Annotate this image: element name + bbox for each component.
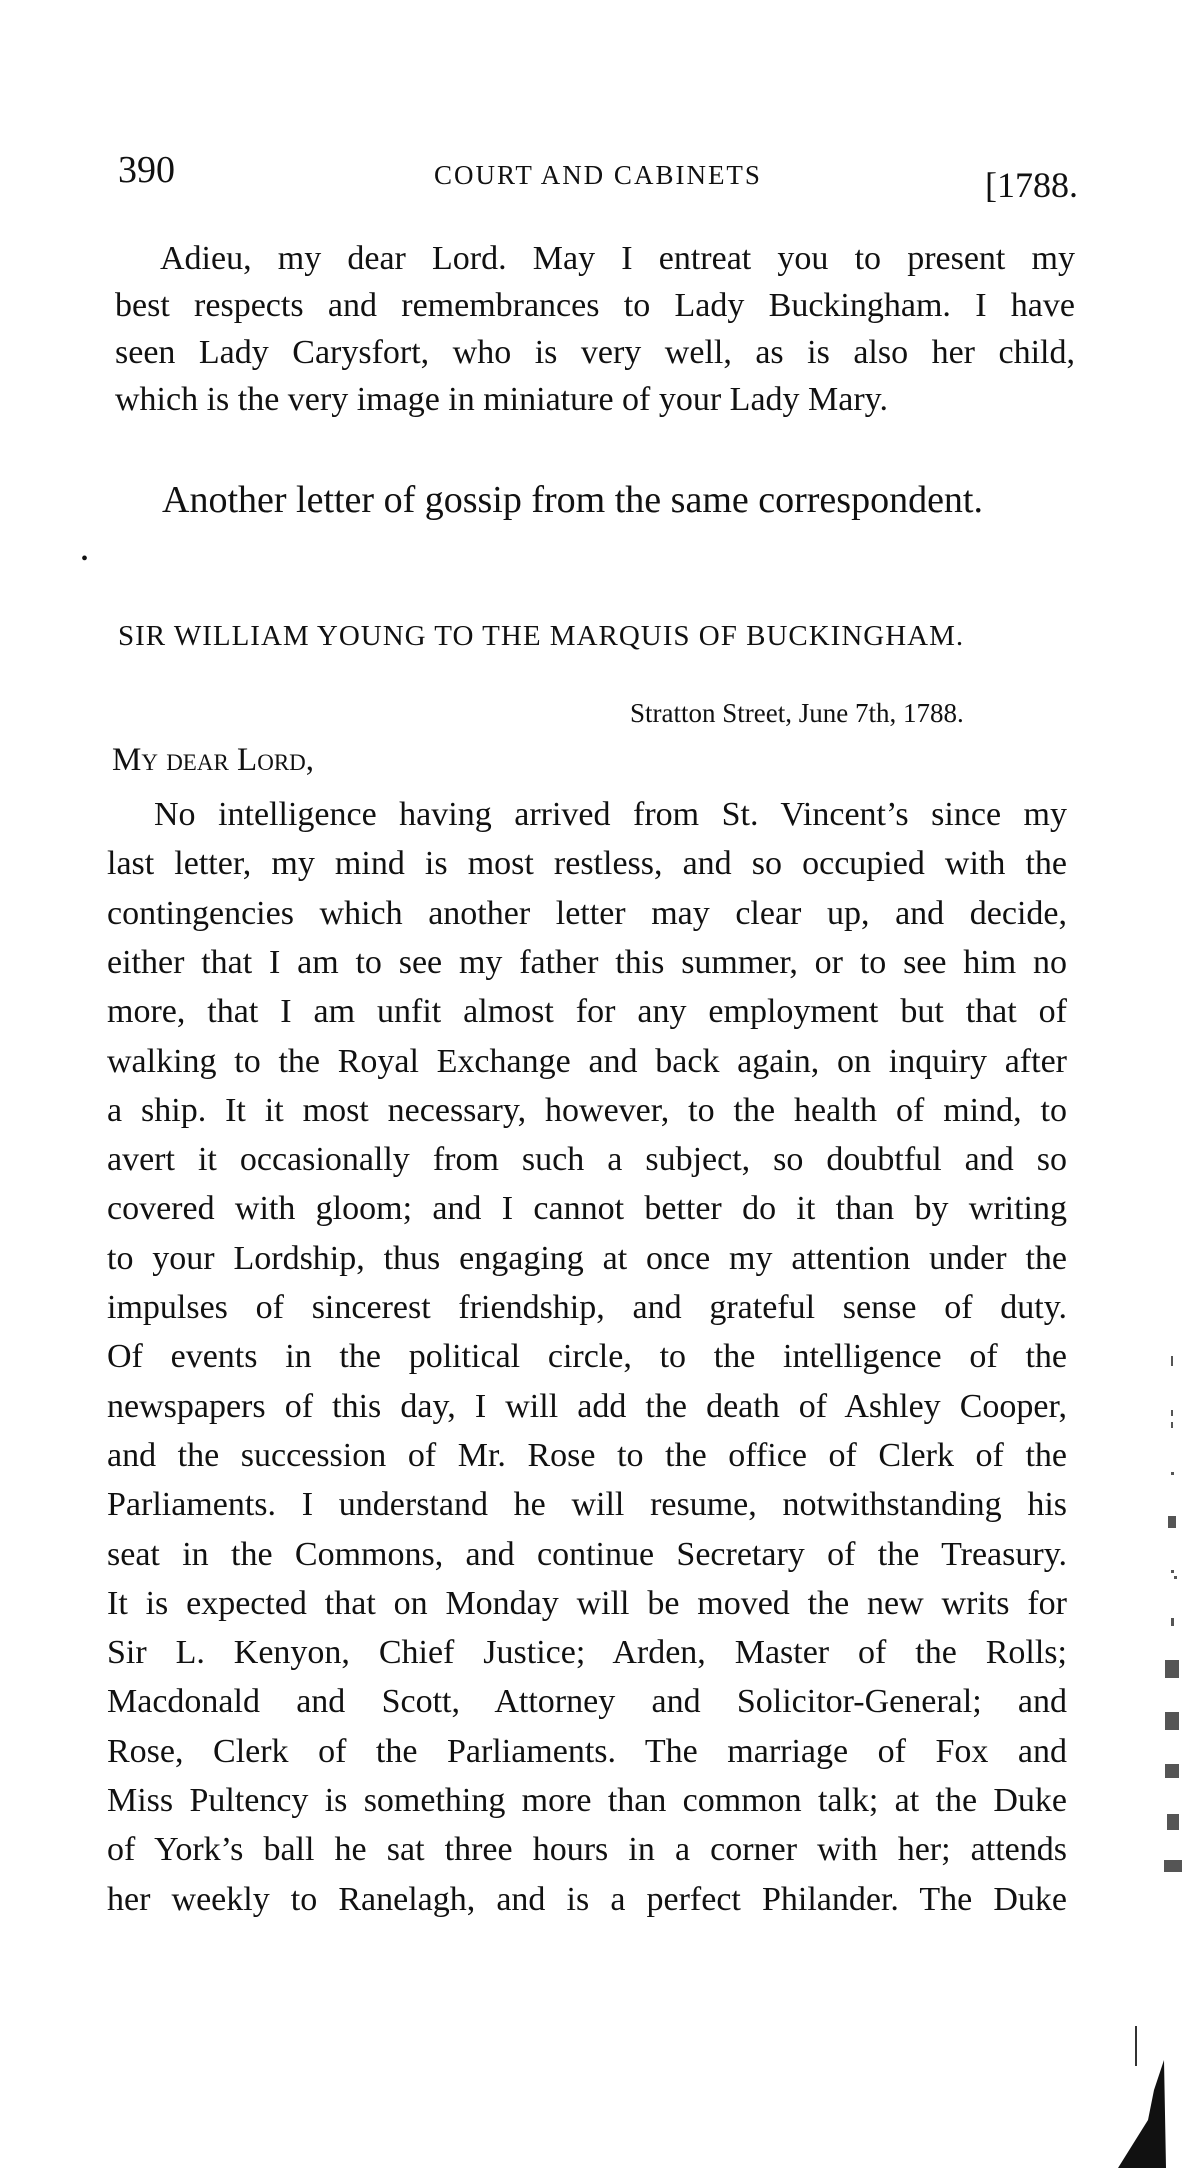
editorial-note: Another letter of gossip from the same correspondent. bbox=[162, 479, 983, 521]
letter-body-line: Sir L. Kenyon, Chief Justice; Arden, Master of the Rolls; bbox=[107, 1634, 1067, 1671]
margin-show-through bbox=[1162, 1340, 1184, 1919]
letter-dateline: Stratton Street, June 7th, 1788. bbox=[630, 698, 964, 728]
letter-salutation: My dear Lord, bbox=[112, 742, 315, 778]
page-corner-shadow bbox=[1118, 2020, 1185, 2168]
letter-body-line: Rose, Clerk of the Parliaments. The marriage of Fox and bbox=[107, 1733, 1067, 1770]
letter-body-line: Miss Pultency is something more than common talk; at the Duke bbox=[107, 1782, 1067, 1819]
opening-paragraph-line: Adieu, my dear Lord. May I entreat you to present my bbox=[160, 240, 1075, 277]
letter-body-line: Macdonald and Scott, Attorney and Solicitor-General; and bbox=[107, 1683, 1067, 1720]
show-through-marks bbox=[1162, 1340, 1184, 1900]
letter-body-line: her weekly to Ranelagh, and is a perfect Philander. The Duke bbox=[107, 1881, 1067, 1918]
stray-mark: • bbox=[81, 548, 89, 570]
letter-body-line: of York’s ball he sat three hours in a corner with her; attends bbox=[107, 1831, 1067, 1868]
page-number: 390 bbox=[118, 149, 175, 191]
letter-body-line: It is expected that on Monday will be moved the new writs for bbox=[107, 1585, 1067, 1622]
letter-body-line: No intelligence having arrived from St. Vincent’s since my bbox=[154, 796, 1067, 833]
letter-body-line: covered with gloom; and I cannot better do it than by writing bbox=[107, 1190, 1067, 1227]
letter-body-line: seat in the Commons, and continue Secretary of the Treasury. bbox=[107, 1536, 1067, 1573]
letter-body-line: contingencies which another letter may clear up, and decide, bbox=[107, 895, 1067, 932]
letter-body-line: Parliaments. I understand he will resume, notwithstanding his bbox=[107, 1486, 1067, 1523]
letter-heading: SIR WILLIAM YOUNG TO THE MARQUIS OF BUCKINGHAM. bbox=[118, 620, 965, 652]
letter-body-line: a ship. It it most necessary, however, to the health of mind, to bbox=[107, 1092, 1067, 1129]
letter-body-line: more, that I am unfit almost for any employment but that of bbox=[107, 993, 1067, 1030]
opening-paragraph-line: seen Lady Carysfort, who is very well, as is also her child, bbox=[115, 334, 1075, 371]
letter-body-line: to your Lordship, thus engaging at once my attention under the bbox=[107, 1240, 1067, 1277]
header-year: [1788. bbox=[985, 165, 1078, 205]
page-header bbox=[118, 138, 1078, 205]
letter-body-line: and the succession of Mr. Rose to the office of Clerk of the bbox=[107, 1437, 1067, 1474]
opening-paragraph-line: best respects and remembrances to Lady Buckingham. I have bbox=[115, 287, 1075, 324]
opening-paragraph-line: which is the very image in miniature of your Lady Mary. bbox=[115, 381, 888, 418]
letter-body-line: last letter, my mind is most restless, and so occupied with the bbox=[107, 845, 1067, 882]
letter-body-line: either that I am to see my father this summer, or to see him no bbox=[107, 944, 1067, 981]
letter-body-line: Of events in the political circle, to the intelligence of the bbox=[107, 1338, 1067, 1375]
letter-body-line: avert it occasionally from such a subject, so doubtful and so bbox=[107, 1141, 1067, 1178]
running-title: COURT AND CABINETS bbox=[434, 160, 762, 190]
letter-body-line: impulses of sincerest friendship, and grateful sense of duty. bbox=[107, 1289, 1067, 1326]
letter-body-line: walking to the Royal Exchange and back again, on inquiry after bbox=[107, 1043, 1067, 1080]
letter-body-line: newspapers of this day, I will add the death of Ashley Cooper, bbox=[107, 1388, 1067, 1425]
